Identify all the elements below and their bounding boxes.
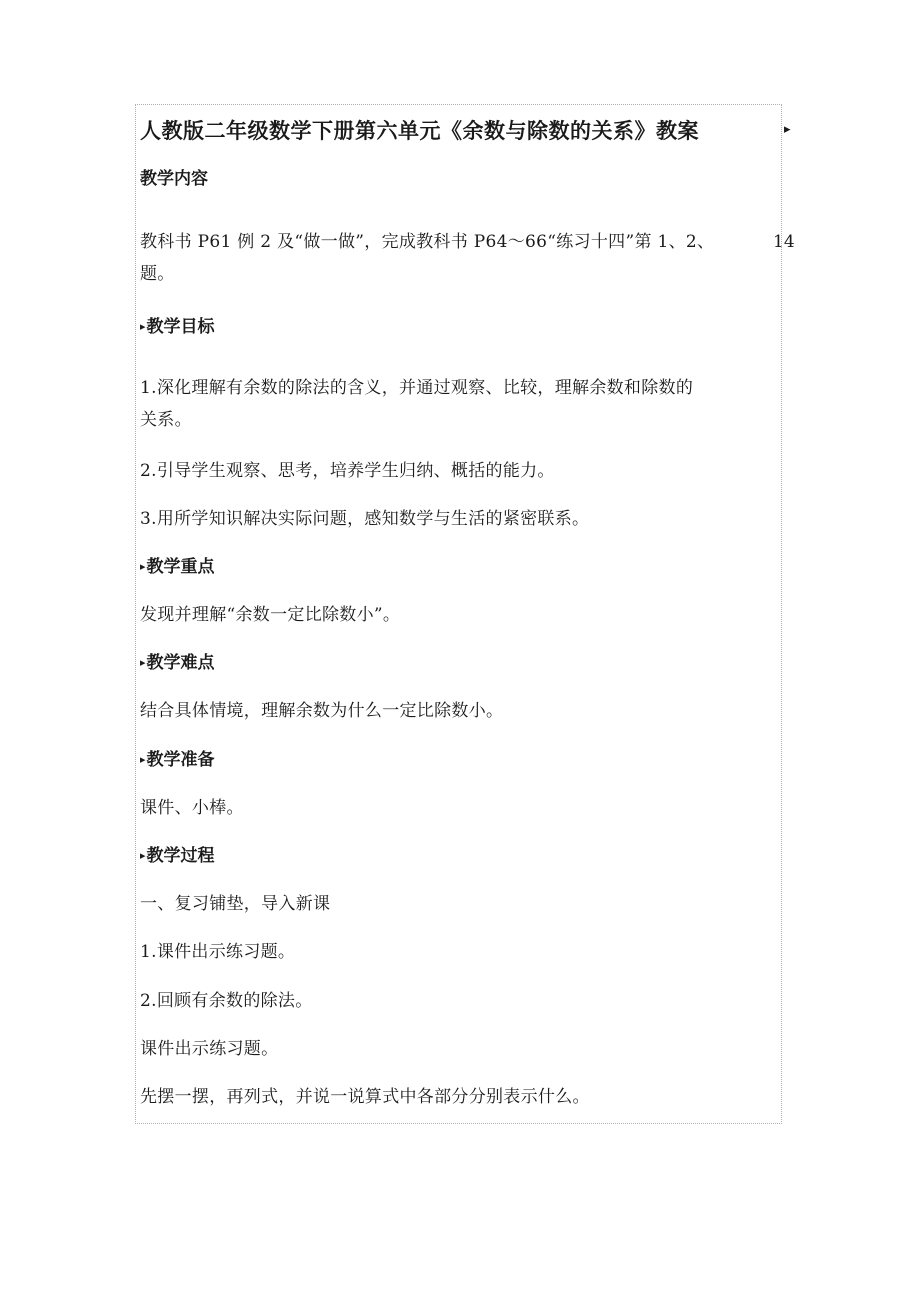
key-heading-label: 教学重点 xyxy=(146,557,215,577)
goal1-line1: 1.深化理解有余数的除法的含义，并通过观察、比较，理解余数和除数的 xyxy=(140,378,694,398)
process-item1: 1.课件出示练习题。 xyxy=(140,942,296,962)
content-text-overflow: 14 xyxy=(773,232,795,252)
section-heading-content: 教学内容 xyxy=(140,169,208,189)
difficult-text: 结合具体情境，理解余数为什么一定比除数小。 xyxy=(140,701,504,721)
goals-heading-label: 教学目标 xyxy=(146,317,215,337)
document-title: 人教版二年级数学下册第六单元《余数与除数的关系》教案 xyxy=(140,119,699,143)
section-heading-goals xyxy=(140,316,215,338)
expand-arrow-icon[interactable]: ▸ xyxy=(784,122,791,137)
goal3-text: 3.用所学知识解决实际问题，感知数学与生活的紧密联系。 xyxy=(140,509,590,529)
section-heading-process xyxy=(140,845,215,867)
difficult-heading-label: 教学难点 xyxy=(146,653,215,673)
process-step1: 一、复习铺垫，导入新课 xyxy=(140,894,331,914)
section-heading-prep xyxy=(140,749,215,771)
triangle-bullet-icon: ▸ xyxy=(140,849,146,862)
section-heading-difficult xyxy=(140,652,215,674)
content-text-line2: 题。 xyxy=(140,264,175,284)
goal1-line2: 关系。 xyxy=(140,410,192,430)
process-item3: 课件出示练习题。 xyxy=(140,1039,279,1059)
triangle-bullet-icon: ▸ xyxy=(140,753,146,766)
prep-text: 课件、小棒。 xyxy=(140,798,244,818)
prep-heading-label: 教学准备 xyxy=(146,750,215,770)
key-text: 发现并理解“余数一定比除数小”。 xyxy=(140,605,401,625)
goal2-text: 2.引导学生观察、思考，培养学生归纳、概括的能力。 xyxy=(140,461,555,481)
triangle-bullet-icon: ▸ xyxy=(140,320,146,333)
triangle-bullet-icon: ▸ xyxy=(140,656,146,669)
process-item2: 2.回顾有余数的除法。 xyxy=(140,991,313,1011)
process-item4: 先摆一摆，再列式，并说一说算式中各部分分别表示什么。 xyxy=(140,1087,590,1107)
process-heading-label: 教学过程 xyxy=(146,846,215,866)
section-heading-key xyxy=(140,556,215,578)
content-text-line1: 教科书 P61 例 2 及“做一做”，完成教科书 P64～66“练习十四”第 1、2、 xyxy=(140,232,715,252)
triangle-bullet-icon: ▸ xyxy=(140,560,146,573)
